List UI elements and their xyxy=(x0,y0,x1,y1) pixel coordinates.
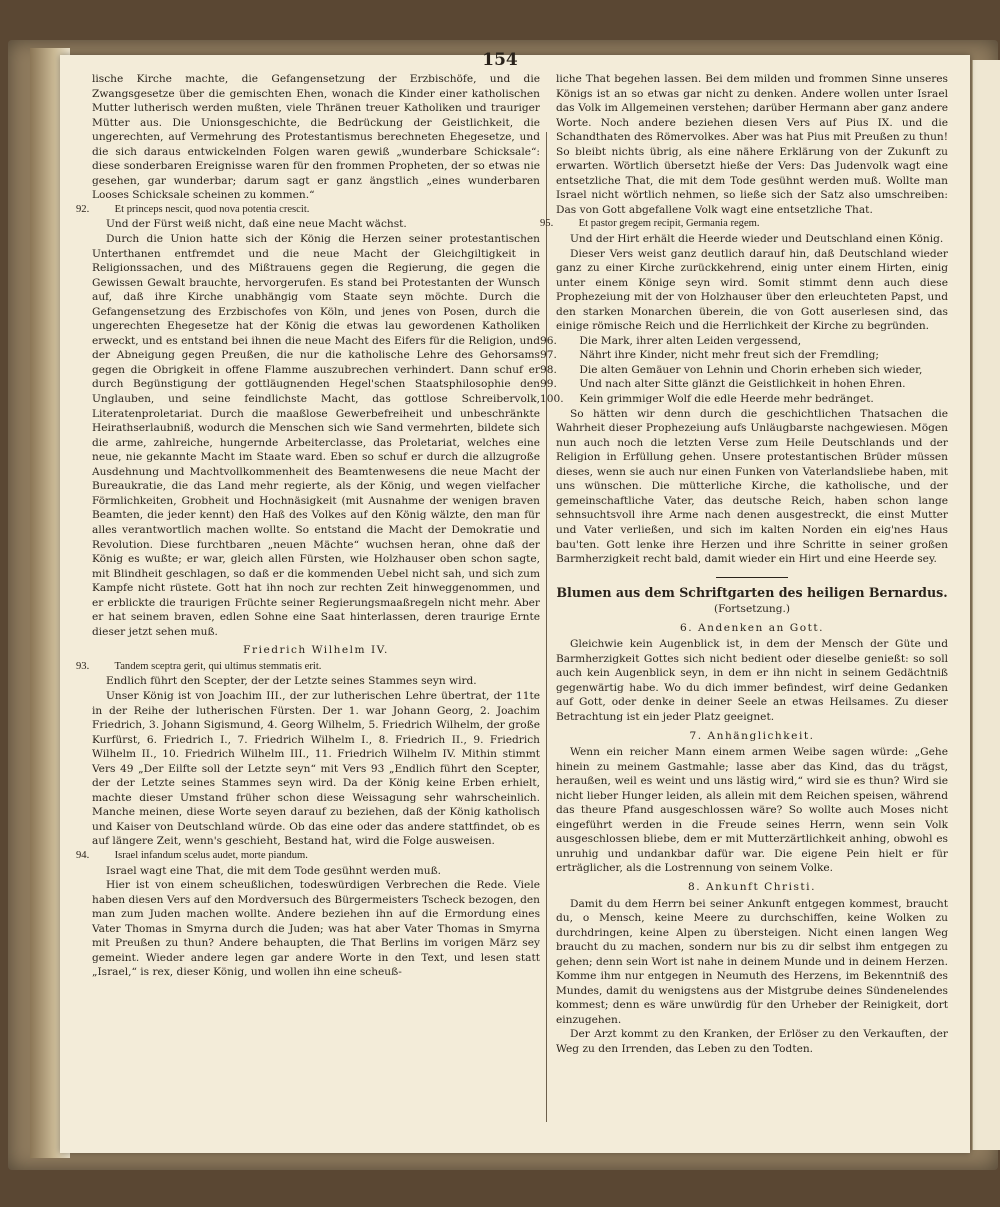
facing-page-edge xyxy=(972,60,1000,1150)
verse-96-text: Die Mark, ihrer alten Leiden vergessend, xyxy=(579,334,802,347)
verse-95-latin xyxy=(540,217,948,232)
section-8-closing: Der Arzt kommt zu den Kranken, der Erlöser zu den Verkauften, der Weg zu den Irrenden, das Leben zu den Todten. xyxy=(556,1028,948,1055)
verse-92-latin xyxy=(76,203,540,218)
verse-95-latin-text: Et pastor gregem recipit, Germania regem. xyxy=(578,218,760,230)
continuation-paragraph: liche That begehen lassen. Bei dem milden und frommen Sinne unseres Königs ist an so etwas gar nicht zu denken. Andere wollen unter Israel das Volk im Allgemeinen verstehen; darüber Hermann aber ganz andere Worte. Noch andere beziehen diesen Vers auf Pius IX. und die Schandthaten des Römervolkes. Aber was hat Pius mit Preußen zu thun! So bleibt nichts übrig, als eine nähere Erklärung von der Zukunft zu erwarten. Wörtlich übersetzt hieße der Vers: Das Judenvolk wagt eine entsetzliche That, die mit dem Tode gesühnt werden muß. Wollte man Israel nicht wörtlich nehmen, so ließe sich der Satz also umschreiben: Das von Gott abgefallene Volk wagt eine entsetzliche That. xyxy=(556,73,948,216)
verse-92-commentary: Durch die Union hatte sich der König die Herzen seiner protestantischen Unterthanen entfremdet und die neue Macht der Gleichgiltigkeit in Religionssachen, und des Mißtrauens gegen die Regierung, die gegen die Gewissen Gewalt brauchte, hervorgerufen. Es stand bei Protestanten der Wunsch auf, daß ihre Kirche unabhängig vom Staate seyn möchte. Durch die Gefangensetzung des Erzbischofes von Köln, und jenes von Posen, durch die ungerechten Ehegesetze hat der König die etwas lau gewordenen Katholiken erweckt, und es entstand bei ihnen die neue Macht des Eifers für die Religion, und der Abneigung gegen Preußen, die nur die katholische Lehre des Gehorsams gegen die Obrigkeit in offene Flamme auszubrechen verhindert. Dann schuf er durch Begünstigung der gottläugnenden Hegel'schen Staatsphilosophie den Unglauben, und seine feindlichste Macht, das gottlose Schreibervolk, Literatenproletariat. Durch die maaßlose Gewerbefreiheit und unbeschränkte Heirathserlaubniß, wodurch die Menschen sich wie Sand vermehrten, bildete sich die arme, zahlreiche, hungernde Arbeiterclasse, das Proletariat, welches eine neue, nie gekannte Macht im Staate ward. Eben so schuf er durch die allzugroße Ausdehnung und Machtvollkommenheit des Beamtenwesens die neue Macht der Bureaukratie, die das Land mehr regierte, als der König, und wegen vielfacher Förmlichkeiten, Grobheit und Hochnäsigkeit (mit Ausnahme der wenigen braven Beamten, die jeder kennt) den Haß des Volkes auf den König wälzte, den man für alles verantwortlich machen wollte. So entstand die Macht der Demokratie und Revolution. Diese furchtbaren „neuen Mächte“ wuchsen heran, ohne daß der König es wußte; er war, gleich allen Fürsten, wie Holzhauser oben schon sagte, mit Blindheit geschlagen, so daß er die kommenden Uebel nicht sah, und sich zum Kampfe nicht rüstete. Gott hat ihn noch zur rechten Zeit hinweggenommen, und er erblickte die traurigen Früchte seiner Regierungsmaaßregeln nicht mehr. Aber er hat seinem braven, edlen Sohne eine Saat hinterlassen, deren traurige Ernte dieser jetzt sehen muß. xyxy=(92,233,540,638)
verse-99 xyxy=(540,377,948,392)
verse-100 xyxy=(540,392,948,407)
section-separator xyxy=(716,577,788,578)
section-7-text: Wenn ein reicher Mann einem armen Weibe sagen würde: „Gehe hinein zu meinem Gastmahle; lasse aber das Kind, das du trägst, heraußen, weil es weint und uns lästig wird,“ wird sie es thun? Wird sie nicht lieber Hunger leiden, als allein mit dem Reichen speisen, während das theure Pfand ausgeschlossen wäre? So wollte auch Moses nicht eingeführt werden in die Freude seines Herrn, wenn sein Volk ausgeschlossen bliebe, dem er mit Mutterzärtlichkeit anhing, obwohl es unruhig und undankbar dafür war. Die eigene Pein hielt er für erträglicher, als die Lostrennung von seinem Volke. xyxy=(556,746,948,875)
verse-92-number: 92. xyxy=(76,203,90,215)
column-divider xyxy=(546,132,547,1122)
verse-93-german: Endlich führt den Scepter, der der Letzte seines Stammes seyn wird. xyxy=(106,675,477,688)
verse-96 xyxy=(540,334,948,349)
verse-97-text: Nährt ihre Kinder, nicht mehr freut sich der Fremdling; xyxy=(579,349,879,362)
verse-98-number: 98. xyxy=(540,363,557,376)
verse-93-number: 93. xyxy=(76,660,90,672)
verse-98 xyxy=(540,363,948,378)
verse-95-commentary: Dieser Vers weist ganz deutlich darauf hin, daß Deutschland wieder ganz zu einer Kirche zurückkehrend, einig unter einem Hirten, einig unter einem Könige seyn wird. Somit stimmt denn auch diese Prophezeiung mit der von Holzhauser über den erleuchteten Papst, und den starken Monarchen überein, die von Gott auserlesen sind, das einige römische Reich und die Herrlichkeit der Kirche zu begründen. xyxy=(556,247,948,333)
verse-92-german: Und der Fürst weiß nicht, daß eine neue Macht wächst. xyxy=(106,218,407,231)
verse-94-number: 94. xyxy=(76,849,90,861)
section-8-text: Damit du dem Herrn bei seiner Ankunft entgegen kommest, braucht du, o Mensch, keine Meere zu durchschiffen, keine Wolken zu durchdringen, keine Alpen zu übersteigen. Nicht einen langen Weg braucht du zu machen, sondern nur bis zu dir selbst ihm entgegen zu gehen; denn sein Wort ist nahe in deinem Munde und in deinem Herzen. Komme ihm nur entgegen in Neumuth des Herzens, im Bekenntniß des Mundes, damit du wenigstens aus der Mistgrube deines Sündenelendes kommest; denn es wäre unwürdig für den Urheber der Reinigkeit, dort einzugehen. xyxy=(556,897,948,1026)
verse-98-text: Die alten Gemäuer von Lehnin und Chorin erheben sich wieder, xyxy=(579,363,923,376)
verse-93-latin xyxy=(76,660,540,675)
right-column xyxy=(540,72,948,1057)
verse-94-latin xyxy=(76,849,540,864)
article-title: Blumen aus dem Schriftgarten des heiligen Bernardus. xyxy=(556,584,948,600)
section-6-text: Gleichwie kein Augenblick ist, in dem der Mensch der Güte und Barmherzigkeit Gottes sich nicht bedient oder dieselbe genießt: so soll auch kein Augenblick seyn, in dem er ihn nicht in seinem Gedächtniß gegenwärtig habe. Wo du dich immer befindest, wirf deine Gedanken auf Gott, oder denke in deiner Seele an etwas Heilsames. Zu dieser Betrachtung ist ein jeder Platz geeignet. xyxy=(556,638,948,723)
left-column xyxy=(76,72,540,980)
king-heading: Friedrich Wilhelm IV. xyxy=(243,644,389,657)
verse-99-text: Und nach alter Sitte glänzt die Geistlichkeit in hohen Ehren. xyxy=(579,378,906,391)
verse-95-number: 95. xyxy=(540,218,554,230)
section-6-heading: 6. Andenken an Gott. xyxy=(680,621,824,634)
verse-95-german: Und der Hirt erhält die Heerde wieder und Deutschland einen König. xyxy=(570,233,944,246)
section-7-heading: 7. Anhänglichkeit. xyxy=(689,729,815,742)
verse-100-text: Kein grimmiger Wolf die edle Heerde mehr bedränget. xyxy=(579,393,874,406)
verse-94-commentary: Hier ist von einem scheußlichen, todeswürdigen Verbrechen die Rede. Viele haben diesen Vers auf den Mordversuch des Bürgermeisters Tscheck bezogen, den man zum Juden machen wollte. Andere beziehen ihn auf die Ermordung eines Vater Thomas in Smyrna durch die Juden; was hat aber Vater Thomas in Smyrna mit Preußen zu thun? Andere behaupten, die That Berlins im vorigen März sey gemeint. Wieder andere legen gar andere Worte in den Text, und lesen statt „Israel,“ is rex, dieser König, und wollen ihn eine scheuß- xyxy=(92,879,540,979)
verse-97 xyxy=(540,348,948,363)
verse-100-number: 100. xyxy=(540,393,564,406)
section-8-heading: 8. Ankunft Christi. xyxy=(688,880,816,893)
intro-paragraph: lische Kirche machte, die Gefangensetzung der Erzbischöfe, und die Zwangsgesetze über die gemischten Ehen, wonach die Kinder einer katholischen Mutter lutherisch werden mußten, viele Thränen treuer Katholiken und trauriger Mütter aus. Die Unionsgeschichte, die Bedrückung der Geistlichkeit, die ungerechten, auf Vermehrung des Protestantismus berechneten Ehegesetze, und die sich daraus entwickelnden Folgen waren gewiß „wunderbare Schicksale“: diese sonderbaren Ereignisse waren für den frommen Propheten, der so etwas nie gesehen, gar wunderbar; darum sagt er ganz ängstlich „eines wunderbaren Looses Schicksale scheinen zu kommen.“ xyxy=(92,73,540,202)
verse-99-number: 99. xyxy=(540,378,557,391)
verse-94-latin-text: Israel infandum scelus audet, morte piandum. xyxy=(114,849,308,861)
article-subtitle: (Fortsetzung.) xyxy=(713,603,791,616)
verse-97-number: 97. xyxy=(540,349,557,362)
verse-93-latin-text: Tandem sceptra gerit, qui ultimus stemmatis erit. xyxy=(114,660,322,672)
verse-96-number: 96. xyxy=(540,334,557,347)
verse-92-latin-text: Et princeps nescit, quod nova potentia crescit. xyxy=(114,203,310,215)
page-number: 154 xyxy=(482,50,518,70)
closing-paragraph: So hätten wir denn durch die geschichtlichen Thatsachen die Wahrheit dieser Prophezeiung aufs Unläugbarste nachgewiesen. Mögen nun auch noch die letzten Verse zum Heile Deutschlands und der Religion in Erfüllung gehen. Unsere protestantischen Brüder müssen dieses, wenn sie auch nur einen Funken von Vaterlandsliebe haben, mit uns wünschen. Die mütterliche Kirche, die katholische, und der gemeinschaftliche Vater, das deutsche Reich, haben schon lange sehnsuchtsvoll ihre Arme nach denen ausgestreckt, die einst Mutter und Vater verließen, und sich im kalten Norden ein eig'nes Haus bau'ten. Gott lenke ihre Herzen und ihre Schritte in seiner großen Barmherzigkeit recht bald, damit wieder ein Hirt und eine Heerde sey. xyxy=(556,407,948,566)
verse-94-german: Israel wagt eine That, die mit dem Tode gesühnt werden muß. xyxy=(106,864,442,877)
verse-93-commentary: Unser König ist von Joachim III., der zur lutherischen Lehre übertrat, der 11te in der Reihe der lutherischen Fürsten. Der 1. war Johann Georg, 2. Joachim Friedrich, 3. Johann Sigismund, 4. Georg Wilhelm, 5. Friedrich Wilhelm, der große Kurfürst, 6. Friedrich I., 7. Friedrich Wilhelm I., 8. Friedrich II., 9. Friedrich Wilhelm II., 10. Friedrich Wilhelm III., 11. Friedrich Wilhelm IV. Mithin stimmt Vers 49 „Der Eilfte soll der Letzte seyn“ mit Vers 93 „Endlich führt den Scepter, der der Letzte seines Stammes seyn wird. Da der König keine Erben erhielt, machte dieser Umstand früher schon diese Weissagung sehr wahrscheinlich. Manche meinen, diese Worte seyen darauf zu beziehen, daß der König katholisch und Kaiser von Deutschland würde. Ob das eine oder das andere stattfindet, ob es auf längere Zeit, wenn's geschieht, Bestand hat, wird die Folge ausweisen. xyxy=(92,689,540,848)
